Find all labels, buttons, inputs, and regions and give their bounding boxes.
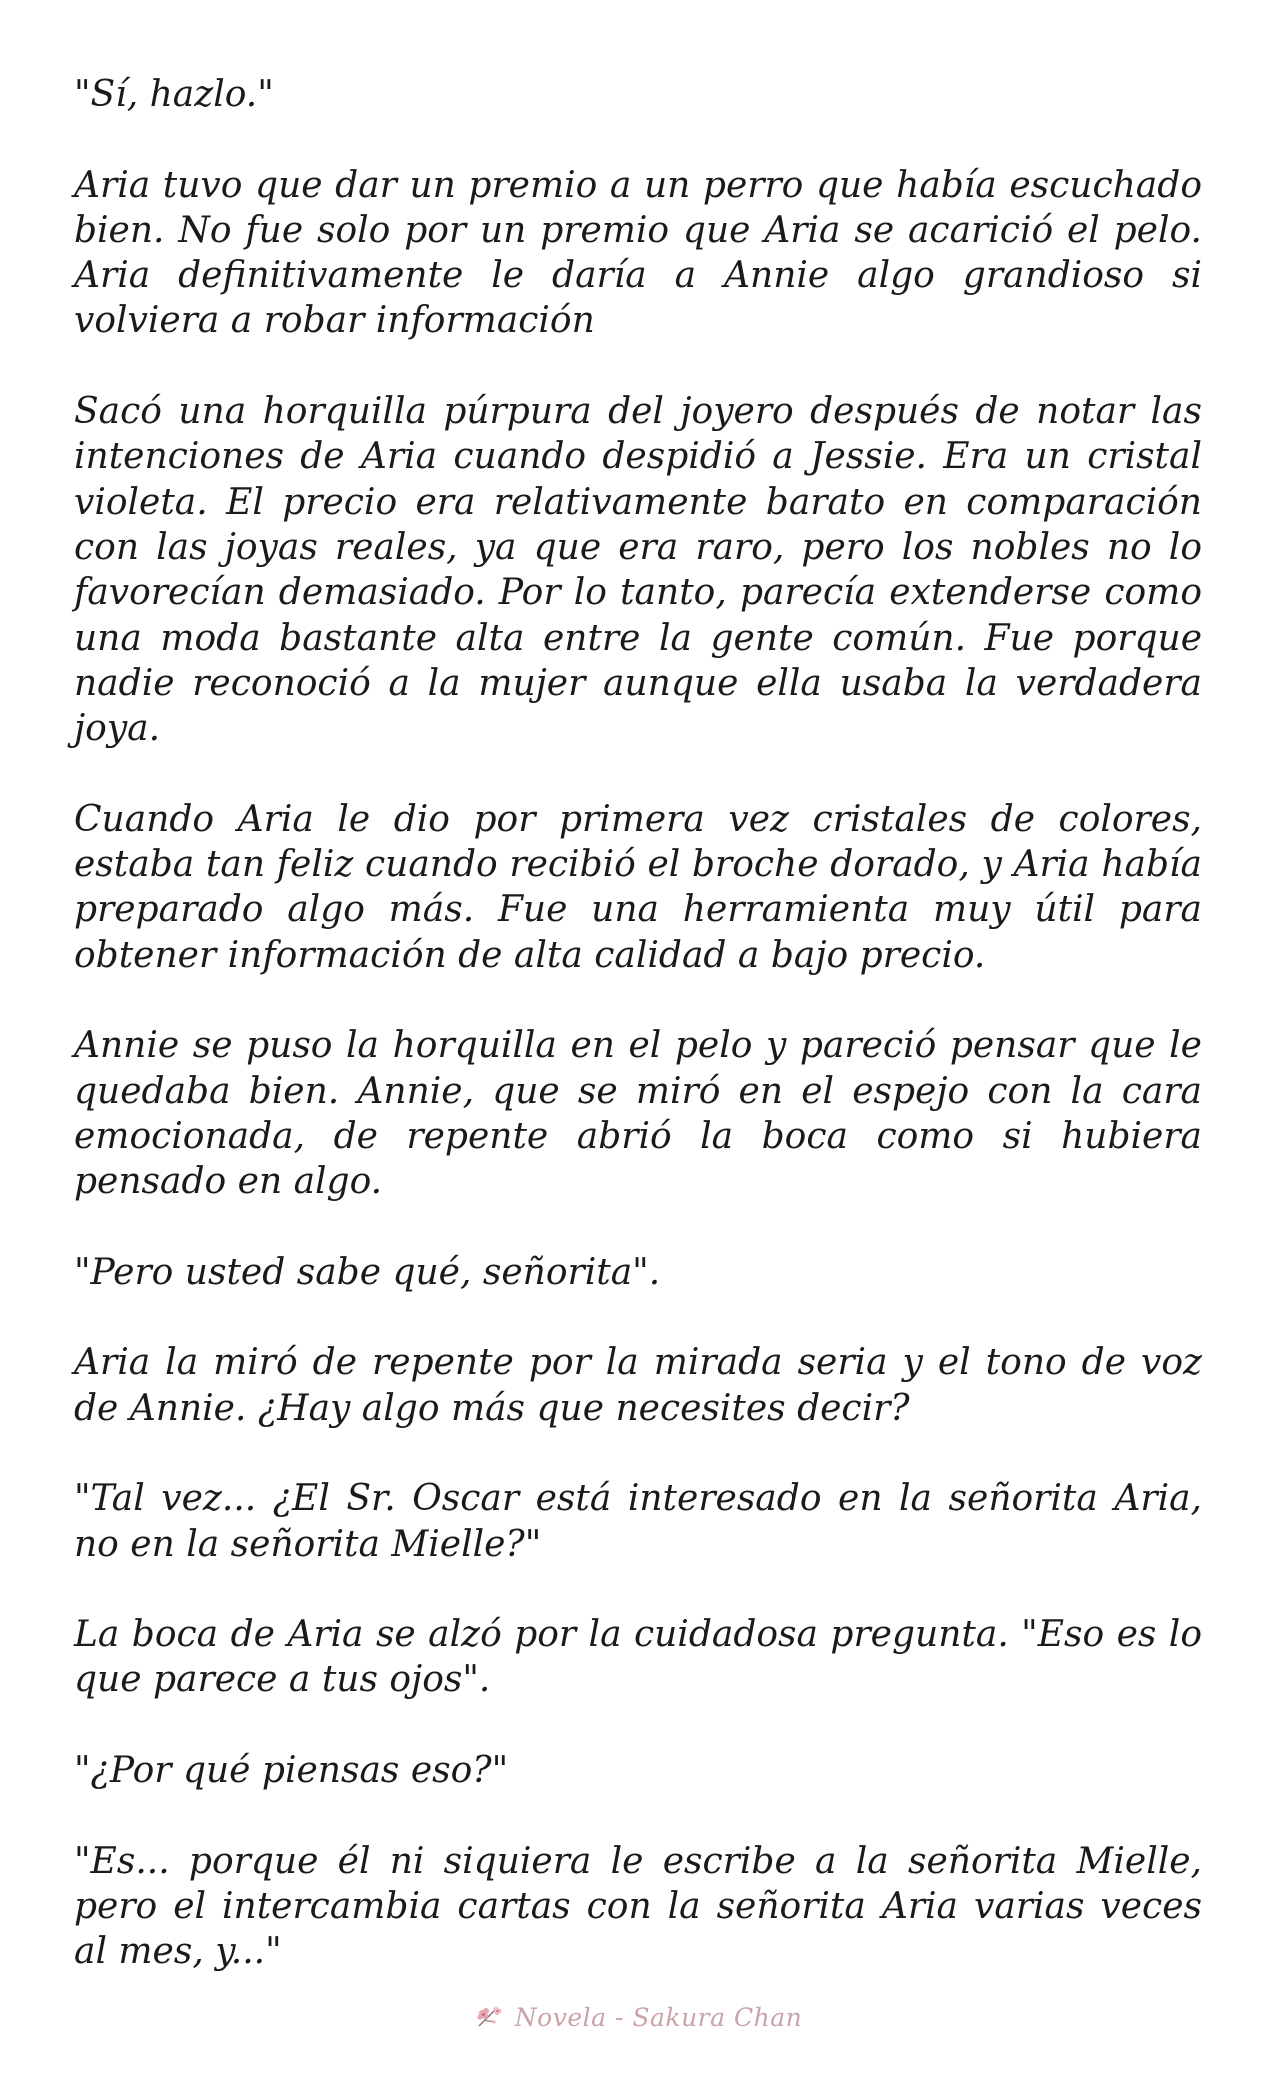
paragraph: Sacó una horquilla púrpura del joyero después de notar las intenciones de Aria cuando despidió a Jessie. Era un cristal violeta. El precio era relativamente barato en comparación con las joyas reales, ya que era raro, pero los nobles no lo favorecían demasiado. Por lo tanto, parecía extenderse como una moda bastante alta entre la gente común. Fue porque nadie reconoció a la mujer aunque ella usaba la verdadera joya.	[74, 391, 1202, 750]
paragraph: "Es... porque él ni siquiera le escribe a la señorita Mielle, pero el intercambia cartas con la señorita Aria varias veces al mes, y..."	[74, 1840, 1202, 1973]
sakura-flower-icon	[473, 2002, 507, 2032]
paragraph: Annie se puso la horquilla en el pelo y pareció pensar que le quedaba bien. Annie, que se miró en el espejo con la cara emocionada, de repente abrió la boca como si hubiera pensado en algo.	[74, 1025, 1202, 1203]
watermark-footer	[0, 1997, 1275, 2037]
paragraph: La boca de Aria se alzó por la cuidadosa pregunta. "Eso es lo que parece a tus ojos".	[74, 1614, 1202, 1701]
paragraph: Cuando Aria le dio por primera vez cristales de colores, estaba tan feliz cuando recibió el broche dorado, y Aria había preparado algo más. Fue una herramienta muy útil para obtener información de alta calidad a bajo precio.	[74, 798, 1202, 976]
document-body	[74, 72, 1202, 2020]
watermark-text: Novela - Sakura Chan	[514, 2002, 803, 2032]
paragraph: "Pero usted sabe qué, señorita".	[74, 1251, 661, 1293]
paragraph: "¿Por qué piensas eso?"	[74, 1749, 509, 1791]
paragraph: Aria tuvo que dar un premio a un perro que había escuchado bien. No fue solo por un premio que Aria se acarició el pelo. Aria definitivamente le daría a Annie algo grandioso si volviera a robar información	[74, 164, 1202, 342]
paragraph: "Tal vez... ¿El Sr. Oscar está interesado en la señorita Aria, no en la señorita Mielle?"	[74, 1478, 1202, 1565]
paragraph: "Sí, hazlo."	[74, 74, 274, 115]
paragraph: Aria la miró de repente por la mirada seria y el tono de voz de Annie. ¿Hay algo más que necesites decir?	[74, 1342, 1202, 1429]
